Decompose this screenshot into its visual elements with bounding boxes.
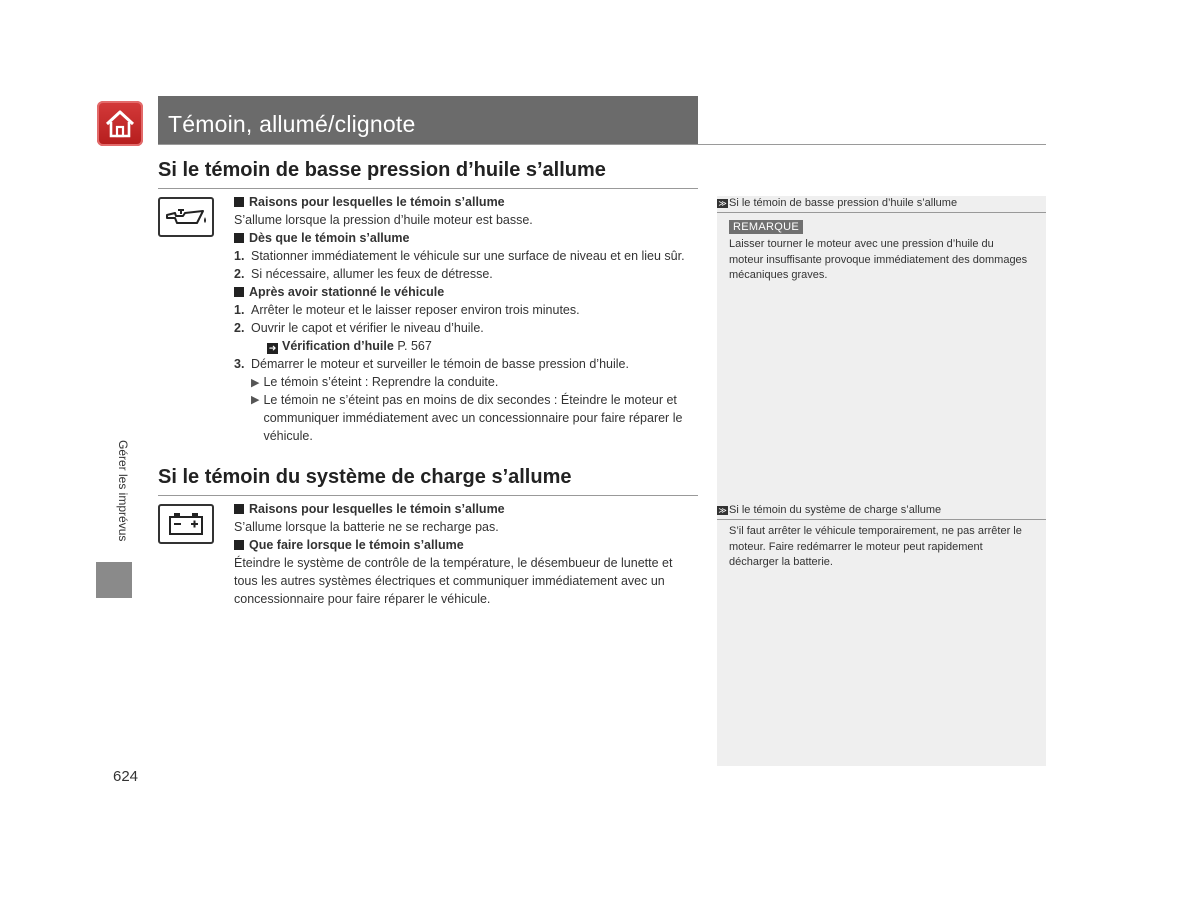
note-text: Laisser tourner le moteur avec une pression d’huile du moteur insuffisante provoque immédiatement des dommages mécaniques graves. [729, 238, 1028, 281]
step-text: Arrêter le moteur et le laisser reposer environ trois minutes. [251, 303, 580, 317]
notes-column [717, 196, 1046, 766]
home-button[interactable] [97, 101, 143, 146]
subheading: Raisons pour lesquelles le témoin s’allume [249, 195, 505, 209]
page-title: Témoin, allumé/clignote [168, 111, 416, 137]
triangle-bullet-icon: ▶ [251, 377, 260, 389]
step-text: Stationner immédiatement le véhicule sur une surface de niveau et en lieu sûr. [251, 249, 685, 263]
section-rule [158, 188, 698, 189]
step-number: 1. [234, 249, 245, 263]
note-arrow-icon: ≫ [718, 199, 727, 208]
section-title-oil-pressure: Si le témoin de basse pression d’huile s’allume [158, 159, 606, 181]
remark-badge: REMARQUE [729, 220, 803, 234]
triangle-bullet-icon: ▶ [251, 394, 260, 406]
note-arrow-icon: ≫ [718, 506, 727, 515]
note-heading-text: Si le témoin de basse pression d’huile s’allume [729, 197, 958, 209]
sub-step-text: Le témoin ne s’éteint pas en moins de dix secondes : Éteindre le moteur et communiquer immédiatement avec un concessionnaire pour faire réparer le véhicule. [263, 393, 683, 443]
battery-charge-icon [158, 504, 214, 544]
section-rule [158, 495, 698, 496]
sub-step [234, 391, 704, 445]
section-title-charging-system: Si le témoin du système de charge s’allume [158, 466, 572, 488]
page-number: 624 [113, 768, 139, 785]
reference-page: P. 567 [397, 339, 432, 353]
bullet-square [234, 540, 244, 550]
note-heading-text: Si le témoin du système de charge s’allume [729, 504, 942, 516]
bullet-square [234, 287, 244, 297]
title-rule [158, 144, 1046, 145]
charging-system-body [234, 500, 704, 608]
note-heading [717, 503, 1046, 520]
side-tab-marker[interactable] [96, 562, 132, 598]
subheading: Raisons pour lesquelles le témoin s’allume [249, 502, 505, 516]
sub-step-text: Le témoin s’éteint : Reprendre la conduite. [263, 375, 499, 389]
oil-pressure-body [234, 193, 704, 445]
side-tab-label: Gérer les imprévus [116, 440, 130, 542]
step-number: 1. [234, 303, 245, 317]
cross-reference-link[interactable] [234, 337, 704, 355]
step-text: Démarrer le moteur et surveiller le témoin de basse pression d’huile. [251, 357, 629, 371]
subheading: Que faire lorsque le témoin s’allume [249, 538, 464, 552]
paragraph: Éteindre le système de contrôle de la température, le désembueur de lunette et tous les autres systèmes électriques et communiquer immédiatement avec un concessionnaire pour faire réparer le véhicule. [234, 556, 673, 606]
subheading: Dès que le témoin s’allume [249, 231, 410, 245]
oil-pressure-icon [158, 197, 214, 237]
paragraph: S’allume lorsque la batterie ne se recharge pas. [234, 520, 499, 534]
reference-arrow-icon: ➜ [268, 343, 277, 353]
note-heading [717, 196, 1046, 213]
bullet-square [234, 504, 244, 514]
subheading: Après avoir stationné le véhicule [249, 285, 445, 299]
home-icon [104, 109, 136, 139]
step-number: 2. [234, 321, 245, 335]
reference-label: Vérification d’huile [282, 339, 394, 353]
step-number: 3. [234, 357, 245, 371]
note-text: S’il faut arrêter le véhicule temporairement, ne pas arrêter le moteur. Faire redémarrer le moteur peut rapidement décharger la batterie. [729, 525, 1022, 568]
bullet-square [234, 197, 244, 207]
paragraph: S’allume lorsque la pression d’huile moteur est basse. [234, 213, 533, 227]
step-text: Si nécessaire, allumer les feux de détresse. [251, 267, 493, 281]
bullet-square [234, 233, 244, 243]
step-number: 2. [234, 267, 245, 281]
step-text: Ouvrir le capot et vérifier le niveau d’huile. [251, 321, 484, 335]
title-banner [158, 96, 698, 144]
